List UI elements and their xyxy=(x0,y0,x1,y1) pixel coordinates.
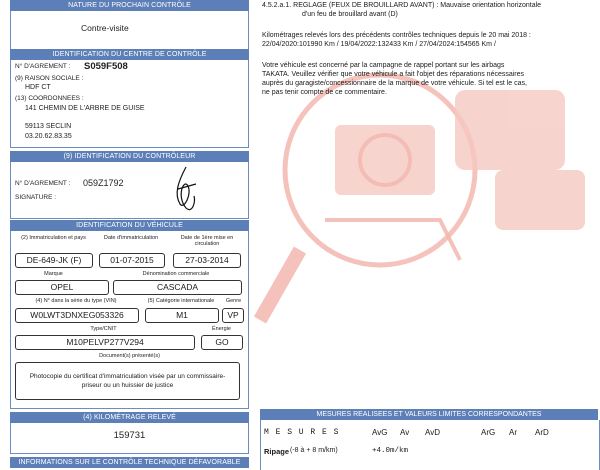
docs-label: Document(s) présenté(s) xyxy=(99,353,160,359)
defect-line1: 4.5.2.a.1. REGLAGE (FEUX DE BROUILLARD AVANT) : Mauvaise orientation horizontale xyxy=(262,2,542,9)
denom-field: CASCADA xyxy=(113,280,242,295)
ripage-value: +4.0m/km xyxy=(372,447,409,455)
ripage-range: (-8 à + 8 m/km) xyxy=(290,447,338,454)
controle-defavorable-header: INFORMATIONS SUR LE CONTRÔLE TECHNIQUE DÉFAVORABLE xyxy=(10,457,249,468)
categorie-field: M1 xyxy=(145,308,219,323)
mesures-title: M E S U R E S xyxy=(264,428,340,437)
recall-line4: ne pas tenir compte de ce commentaire. xyxy=(262,89,387,96)
signature-label: SIGNATURE : xyxy=(15,194,57,201)
raison-sociale-value: HDF CT xyxy=(25,84,51,91)
controleur-agrement-value: 059Z1792 xyxy=(83,178,124,188)
centre-header: IDENTIFICATION DU CENTRE DE CONTRÔLE xyxy=(10,49,249,60)
col-avg: AvG xyxy=(372,428,388,437)
controleur-header: (9) IDENTIFICATION DU CONTRÔLEUR xyxy=(10,151,249,162)
controleur-agrement-label: N° D'AGREMENT : xyxy=(15,180,71,187)
col-avd: AvD xyxy=(425,428,440,437)
left-column xyxy=(0,0,258,470)
mesures-header: MESURES REALISEES ET VALEURS LIMITES CORRESPONDANTES xyxy=(260,409,598,420)
vehicule-box xyxy=(10,231,249,409)
date-immat-field: 01-07-2015 xyxy=(99,253,165,268)
marque-label: Marque xyxy=(44,271,63,277)
recall-line3: auprès du garagiste/concessionnaire de la marque de votre véhicule. Si tel est le cas, xyxy=(262,80,527,87)
vehicule-header: IDENTIFICATION DU VÉHICULE xyxy=(10,220,249,231)
vin-field: W0LWT3DNXEG053326 xyxy=(15,308,139,323)
vin-label: (4) N° dans la série du type (VIN) xyxy=(35,298,117,304)
prochain-controle-box xyxy=(10,11,249,50)
centre-box xyxy=(10,60,249,148)
denom-label: Dénomination commerciale xyxy=(142,271,210,277)
centre-agrement-value: S059F508 xyxy=(84,61,128,72)
raison-sociale-label: (9) RAISON SOCIALE : xyxy=(15,75,84,82)
date-immat-label: Date d'immatriculation xyxy=(103,235,159,241)
recall-line2: TAKATA. Veuillez vérifier que votre véhicule a fait l'objet des réparations nécessaires xyxy=(262,71,525,78)
col-ard: ArD xyxy=(535,428,549,437)
col-ar: Ar xyxy=(509,428,517,437)
date-first-label: Date de 1ère mise en circulation xyxy=(180,235,234,247)
coordonnees-label: (13) COORDONNEES : xyxy=(15,95,84,102)
col-av: Av xyxy=(400,428,410,437)
kilometrage-value: 159731 xyxy=(113,430,146,441)
prochain-controle-value: Contre-visite xyxy=(81,23,129,33)
kilometrage-header: (4) KILOMÉTRAGE RELEVÉ xyxy=(10,412,249,423)
km-history-line2: 22/04/2020:101990 Km / 19/04/2022:132433 Km / 27/04/2024:154565 Km / xyxy=(262,41,496,48)
ripage-label: Ripage xyxy=(264,447,290,456)
genre-label: Genre xyxy=(225,298,242,304)
km-history-line1: Kilométrages relevés lors des précédents contrôles techniques depuis le 20 mai 2018 : xyxy=(262,32,531,39)
centre-agrement-label: N° D'AGREMENT : xyxy=(15,63,71,70)
defect-line2: d'un feu de brouillard avant (D) xyxy=(302,11,398,18)
genre-field: VP xyxy=(222,308,244,323)
immat-label: (2) Immatriculation et pays xyxy=(21,235,86,241)
categorie-label: (5) Catégorie internationale xyxy=(147,298,215,304)
address-line1: 141 CHEMIN DE L'ARBRE DE GUISE xyxy=(25,105,145,112)
kilometrage-box xyxy=(10,423,249,454)
energie-label: Énergie xyxy=(212,326,231,332)
energie-field: GO xyxy=(201,335,243,350)
col-arg: ArG xyxy=(481,428,496,437)
recall-line1: Votre véhicule est concerné par la campagne de rappel portant sur les airbags xyxy=(262,62,505,69)
date-first-field: 27-03-2014 xyxy=(173,253,241,268)
marque-field: OPEL xyxy=(15,280,109,295)
address-line2: 59113 SECLIN xyxy=(25,123,72,130)
prochain-controle-header: NATURE DU PROCHAIN CONTRÔLE xyxy=(10,0,249,11)
type-field: M10PELVP277V294 xyxy=(15,335,195,350)
type-label: Type/CNIT xyxy=(90,326,117,332)
phone: 03.20.62.83.35 xyxy=(25,133,72,140)
docs-field: Photocopie du certificat d'immatriculation visée par un commissaire-priseur ou un huissier de justice xyxy=(15,362,240,400)
mesures-box xyxy=(260,420,600,470)
immat-field: DE-649-JK (F) xyxy=(15,253,93,268)
controleur-box xyxy=(10,162,249,219)
signature-scribble xyxy=(166,164,206,216)
